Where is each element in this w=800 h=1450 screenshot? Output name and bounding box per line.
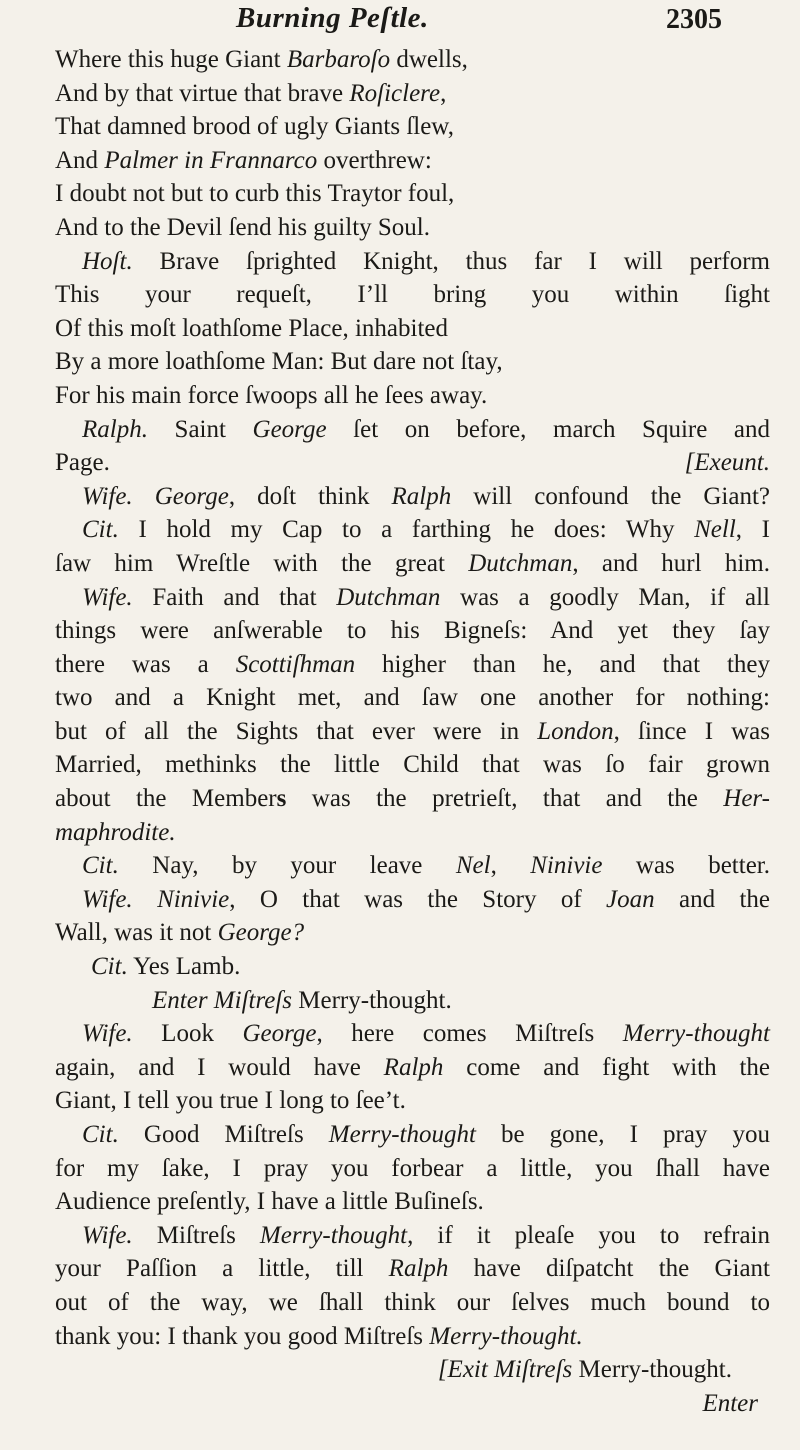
text-segment: two and a Knight met, and ſaw one another for nothing: <box>55 684 770 712</box>
text-segment: Hoſt. <box>82 247 133 275</box>
text-line <box>55 950 770 984</box>
text-line <box>55 1387 770 1421</box>
text-segment: was better. <box>602 852 770 880</box>
text-segment: Merry-thought <box>328 1121 476 1148</box>
text-line <box>55 581 770 615</box>
text-line <box>55 916 770 950</box>
text-line <box>55 1252 770 1286</box>
text-segment: , if it pleaſe you to refrain <box>407 1221 770 1249</box>
text-segment: Of this moſt loathſome Place, inhabited <box>55 314 448 342</box>
text-segment: Look <box>132 1020 243 1048</box>
text-segment <box>133 886 157 913</box>
text-line <box>55 345 770 379</box>
text-segment: again, and I would have <box>55 1053 384 1081</box>
text-line <box>55 984 770 1018</box>
text-segment: for my ſake, I pray you forbear a little, you ſhall have <box>55 1154 770 1182</box>
text-segment: Roſiclere <box>349 79 441 107</box>
text-line <box>55 648 770 682</box>
text-segment: Wife. <box>82 1221 133 1249</box>
text-line <box>55 715 770 749</box>
text-segment: , I <box>735 516 771 544</box>
page-number: 2305 <box>666 4 722 35</box>
text-segment: have diſpatcht the Giant <box>448 1255 770 1283</box>
text-segment: ſaw him Wreſtle with the great <box>55 549 469 577</box>
text-segment: Her- <box>723 785 770 813</box>
play-text <box>55 43 770 1420</box>
text-segment: Enter Miſtreſs <box>152 986 293 1014</box>
text-segment: Merry-thought. <box>572 1356 732 1384</box>
text-segment: , here comes Miſtreſs <box>316 1020 623 1048</box>
text-segment: And <box>55 146 105 174</box>
text-line <box>55 1118 770 1152</box>
text-segment: Cit. <box>82 852 119 880</box>
running-head: Burning Peſtle. <box>236 2 429 34</box>
text-line <box>55 1152 770 1186</box>
text-segment: maphrodite. <box>55 818 176 846</box>
text-segment: , O that was the Story of <box>229 885 607 913</box>
text-segment: Nell <box>694 516 736 544</box>
text-segment: Ralph <box>388 1255 449 1283</box>
text-segment: Palmer in Frannarco <box>104 146 318 174</box>
text-segment: Wife. <box>82 482 133 510</box>
text-segment: Wife. <box>82 1020 133 1048</box>
text-segment: out of the way, we ſhall think our ſelves much bound to <box>55 1288 770 1316</box>
text-segment: George? <box>217 919 305 947</box>
text-line <box>55 748 770 782</box>
text-line <box>55 446 770 480</box>
text-segment: dwells, <box>390 46 468 73</box>
text-segment: Merry-thought <box>259 1221 408 1249</box>
text-segment: Ralph. <box>82 415 148 443</box>
text-segment: Where this huge Giant <box>55 46 287 73</box>
text-segment: Barbaroſo <box>286 46 391 73</box>
text-segment: Cit. <box>82 1121 119 1148</box>
text-segment: Cit. <box>82 516 119 544</box>
text-segment: [Exeunt. <box>684 449 770 477</box>
text-line <box>55 278 770 312</box>
text-segment: Wife. <box>82 885 133 913</box>
text-segment: Giant, I tell you true I long to ſee’t. <box>55 1087 406 1115</box>
text-line <box>55 312 770 346</box>
text-segment: Merry-thought. <box>292 986 452 1014</box>
text-segment: George <box>242 1020 317 1048</box>
text-segment: Enter <box>702 1389 758 1417</box>
text-segment: Married, methinks the little Child that was ſo fair grown <box>55 751 770 779</box>
text-line <box>55 883 770 917</box>
text-segment: Ninivie <box>530 852 603 880</box>
text-segment: Merry-thought. <box>429 1322 583 1350</box>
text-segment: Dutchman <box>336 583 441 611</box>
text-segment: ſet on before, march Squire and <box>326 415 770 443</box>
text-segment: there was a <box>55 650 236 678</box>
text-segment: Ninivie <box>157 885 230 913</box>
text-segment: Saint <box>147 415 253 443</box>
text-segment: Cit. <box>91 953 128 981</box>
text-segment: Joan <box>606 885 655 913</box>
text-segment: , ſince I was <box>613 717 770 745</box>
text-segment: Brave ſprighted Knight, thus far I will perform <box>132 247 770 275</box>
text-line <box>55 1051 770 1085</box>
text-line <box>55 211 770 245</box>
text-line <box>55 513 770 547</box>
text-line <box>55 43 770 77</box>
text-segment: Ralph <box>383 1053 444 1081</box>
text-segment: higher than he, and that they <box>355 650 770 678</box>
text-segment: Merry-thought <box>622 1020 770 1048</box>
text-line <box>55 413 770 447</box>
text-segment: And to the Devil ſend his guilty Soul. <box>55 213 430 241</box>
text-segment: Miſtreſs <box>132 1221 260 1249</box>
text-segment <box>133 483 155 510</box>
text-line <box>55 245 770 279</box>
text-line <box>55 110 770 144</box>
text-segment: , and hurl him. <box>572 549 770 577</box>
text-segment: For his main force ſwoops all he ſees away. <box>55 381 488 409</box>
text-segment: , doſt think <box>228 482 392 510</box>
text-segment: George <box>154 482 229 510</box>
text-segment: overthrew: <box>317 146 432 174</box>
text-segment: Scottiſhman <box>235 650 356 678</box>
text-line <box>55 614 770 648</box>
text-segment: I doubt not but to curb this Traytor foul, <box>55 180 455 208</box>
text-line <box>55 1017 770 1051</box>
text-segment: [Exit Miſtreſs <box>437 1356 573 1384</box>
text-segment: was a goodly Man, if all <box>440 583 770 611</box>
text-line <box>55 379 770 413</box>
text-segment: Nay, by your leave <box>118 852 456 880</box>
text-segment: Yes Lamb. <box>127 953 241 981</box>
text-line <box>55 1353 770 1387</box>
text-line <box>55 1286 770 1320</box>
text-segment: Dutchman <box>468 549 573 577</box>
text-segment: will confound the Giant? <box>451 482 770 510</box>
text-segment: thank you: I thank you good Miſtreſs <box>55 1322 430 1350</box>
text-line <box>55 1219 770 1253</box>
text-line <box>55 177 770 211</box>
text-line <box>55 547 770 581</box>
text-segment: Wall, was it not <box>55 919 218 947</box>
text-line <box>55 681 770 715</box>
text-segment: This your requeſt, I’ll bring you within ſight <box>55 281 770 309</box>
text-segment: , <box>440 79 447 107</box>
text-segment: Audience preſently, I have a little Buſineſs. <box>55 1188 484 1216</box>
text-segment: And by that virtue that brave <box>55 79 350 107</box>
text-segment: London <box>537 717 614 745</box>
text-line <box>55 1320 770 1354</box>
text-segment: That damned brood of ugly Giants ſlew, <box>55 113 454 141</box>
text-segment: Page. <box>55 449 110 477</box>
text-line <box>55 1185 770 1219</box>
text-segment: come and fight with the <box>443 1053 770 1081</box>
text-segment: George <box>252 415 327 443</box>
text-segment: Wife. <box>82 583 133 611</box>
text-segment: I hold my Cap to a farthing he does: Why <box>118 516 695 544</box>
text-line <box>55 144 770 178</box>
text-line <box>55 480 770 514</box>
text-segment: Good Miſtreſs <box>118 1121 329 1148</box>
text-line <box>55 816 770 850</box>
text-line <box>55 77 770 111</box>
text-segment: , <box>490 852 531 880</box>
text-segment: about the Member <box>55 785 277 813</box>
text-segment: Faith and that <box>132 583 337 611</box>
text-line <box>55 849 770 883</box>
text-segment: was the pretrieſt, that and the <box>286 785 724 813</box>
text-segment: your Paſſion a little, till <box>55 1255 389 1283</box>
text-segment: be gone, I pray you <box>475 1121 770 1148</box>
text-segment: Ralph <box>391 482 452 510</box>
text-segment: but of all the Sights that ever were in <box>55 717 538 745</box>
text-line <box>55 782 770 816</box>
text-line <box>55 1084 770 1118</box>
text-segment: things were anſwerable to his Bigneſs: And yet they ſay <box>55 617 770 645</box>
text-segment: and the <box>654 885 771 913</box>
text-segment: Nel <box>455 852 491 880</box>
text-segment: s <box>276 785 287 813</box>
text-segment: By a more loathſome Man: But dare not ſtay, <box>55 348 503 376</box>
